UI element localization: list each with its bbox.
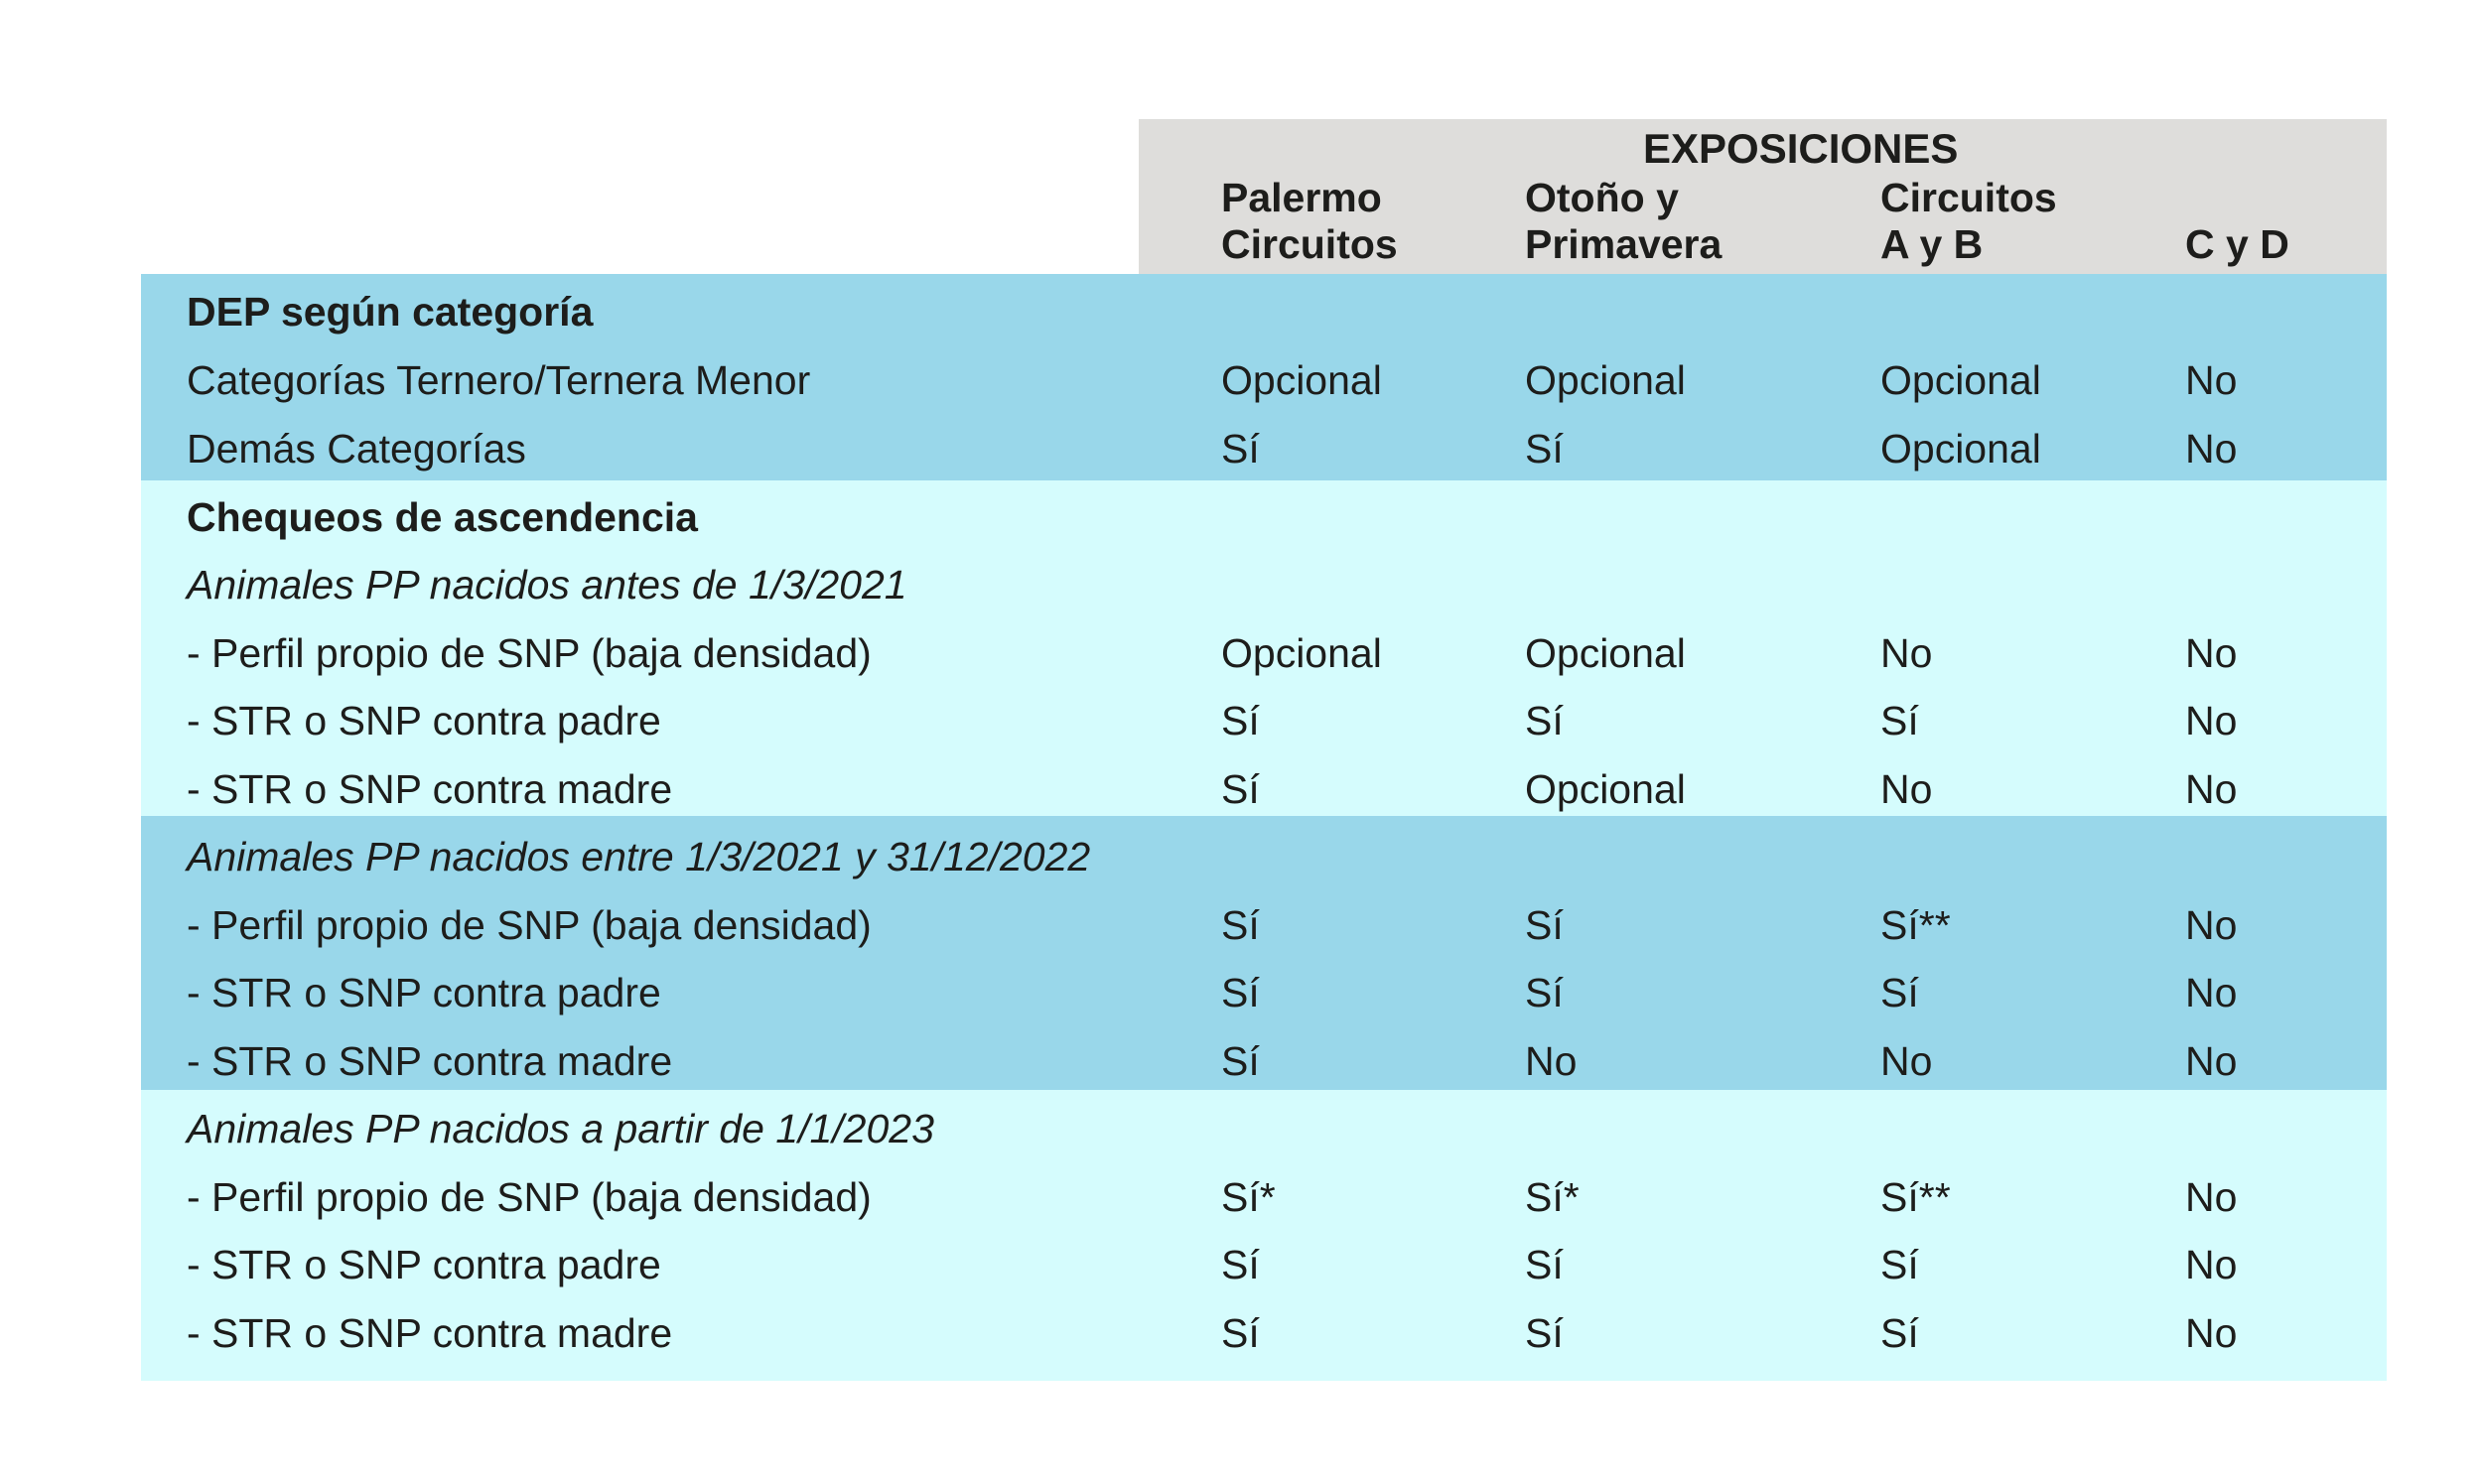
- cell-cyd: No: [2185, 426, 2238, 472]
- cell-otono: No: [1525, 1038, 1578, 1084]
- cell-palermo: Sí: [1221, 970, 1260, 1015]
- cell-circuitos-ab: Sí: [1880, 1242, 1919, 1287]
- cell-otono: Sí*: [1525, 1174, 1580, 1220]
- cell-otono: Sí: [1525, 902, 1564, 948]
- cell-cyd: No: [2185, 630, 2238, 676]
- cell-cyd: No: [2185, 766, 2238, 812]
- cell-palermo: Opcional: [1221, 630, 1382, 676]
- row-label: - Perfil propio de SNP (baja densidad): [187, 902, 872, 948]
- row-label: - STR o SNP contra madre: [187, 1038, 673, 1084]
- exposiciones-title: EXPOSICIONES: [1643, 125, 1959, 172]
- cell-palermo: Sí: [1221, 766, 1260, 812]
- column-header-cyd: C y D: [2185, 221, 2289, 267]
- cell-cyd: No: [2185, 1242, 2238, 1287]
- row-label: - Perfil propio de SNP (baja densidad): [187, 1174, 872, 1220]
- cell-otono: Sí: [1525, 426, 1564, 472]
- cell-circuitos-ab: Sí**: [1880, 902, 1951, 948]
- column-header-circuitos-line1: Circuitos: [1880, 175, 2057, 220]
- cell-circuitos-ab: Sí: [1880, 1310, 1919, 1356]
- cell-cyd: No: [2185, 1174, 2238, 1220]
- cell-otono: Opcional: [1525, 766, 1686, 812]
- row-label: - STR o SNP contra padre: [187, 970, 661, 1015]
- row-label: - Perfil propio de SNP (baja densidad): [187, 630, 872, 676]
- row-label: - STR o SNP contra padre: [187, 1242, 661, 1287]
- cell-circuitos-ab: Sí: [1880, 970, 1919, 1015]
- cell-otono: Sí: [1525, 1310, 1564, 1356]
- group-subtitle: Animales PP nacidos entre 1/3/2021 y 31/12/2022: [187, 834, 1091, 879]
- row-label: Categorías Ternero/Ternera Menor: [187, 357, 811, 403]
- cell-palermo: Sí: [1221, 1310, 1260, 1356]
- cell-circuitos-ab: No: [1880, 630, 1933, 676]
- column-header-palermo-line2: Circuitos: [1221, 221, 1398, 267]
- cell-palermo: Opcional: [1221, 357, 1382, 403]
- cell-cyd: No: [2185, 1310, 2238, 1356]
- cell-otono: Sí: [1525, 1242, 1564, 1287]
- row-label: - STR o SNP contra padre: [187, 698, 661, 743]
- section-title-dep: DEP según categoría: [187, 289, 594, 335]
- cell-palermo: Sí: [1221, 902, 1260, 948]
- cell-circuitos-ab: Opcional: [1880, 357, 2041, 403]
- cell-palermo: Sí: [1221, 426, 1260, 472]
- cell-cyd: No: [2185, 357, 2238, 403]
- cell-otono: Opcional: [1525, 630, 1686, 676]
- cell-cyd: No: [2185, 970, 2238, 1015]
- cell-circuitos-ab: Opcional: [1880, 426, 2041, 472]
- cell-palermo: Sí*: [1221, 1174, 1276, 1220]
- cell-cyd: No: [2185, 902, 2238, 948]
- cell-otono: Sí: [1525, 970, 1564, 1015]
- cell-palermo: Sí: [1221, 1242, 1260, 1287]
- group-subtitle: Animales PP nacidos a partir de 1/1/2023: [187, 1106, 934, 1151]
- column-header-otono-line1: Otoño y: [1525, 175, 1679, 220]
- cell-otono: Opcional: [1525, 357, 1686, 403]
- cell-palermo: Sí: [1221, 698, 1260, 743]
- cell-otono: Sí: [1525, 698, 1564, 743]
- group-subtitle: Animales PP nacidos antes de 1/3/2021: [187, 562, 907, 607]
- cell-circuitos-ab: Sí**: [1880, 1174, 1951, 1220]
- cell-cyd: No: [2185, 1038, 2238, 1084]
- row-label: Demás Categorías: [187, 426, 526, 472]
- row-label: - STR o SNP contra madre: [187, 766, 673, 812]
- row-label: - STR o SNP contra madre: [187, 1310, 673, 1356]
- column-header-otono-line2: Primavera: [1525, 221, 1723, 267]
- cell-circuitos-ab: Sí: [1880, 698, 1919, 743]
- cell-palermo: Sí: [1221, 1038, 1260, 1084]
- column-header-palermo-line1: Palermo: [1221, 175, 1382, 220]
- cell-cyd: No: [2185, 698, 2238, 743]
- cell-circuitos-ab: No: [1880, 766, 1933, 812]
- column-header-circuitos-line2: A y B: [1880, 221, 1984, 267]
- cell-circuitos-ab: No: [1880, 1038, 1933, 1084]
- section-title-chequeos: Chequeos de ascendencia: [187, 494, 698, 540]
